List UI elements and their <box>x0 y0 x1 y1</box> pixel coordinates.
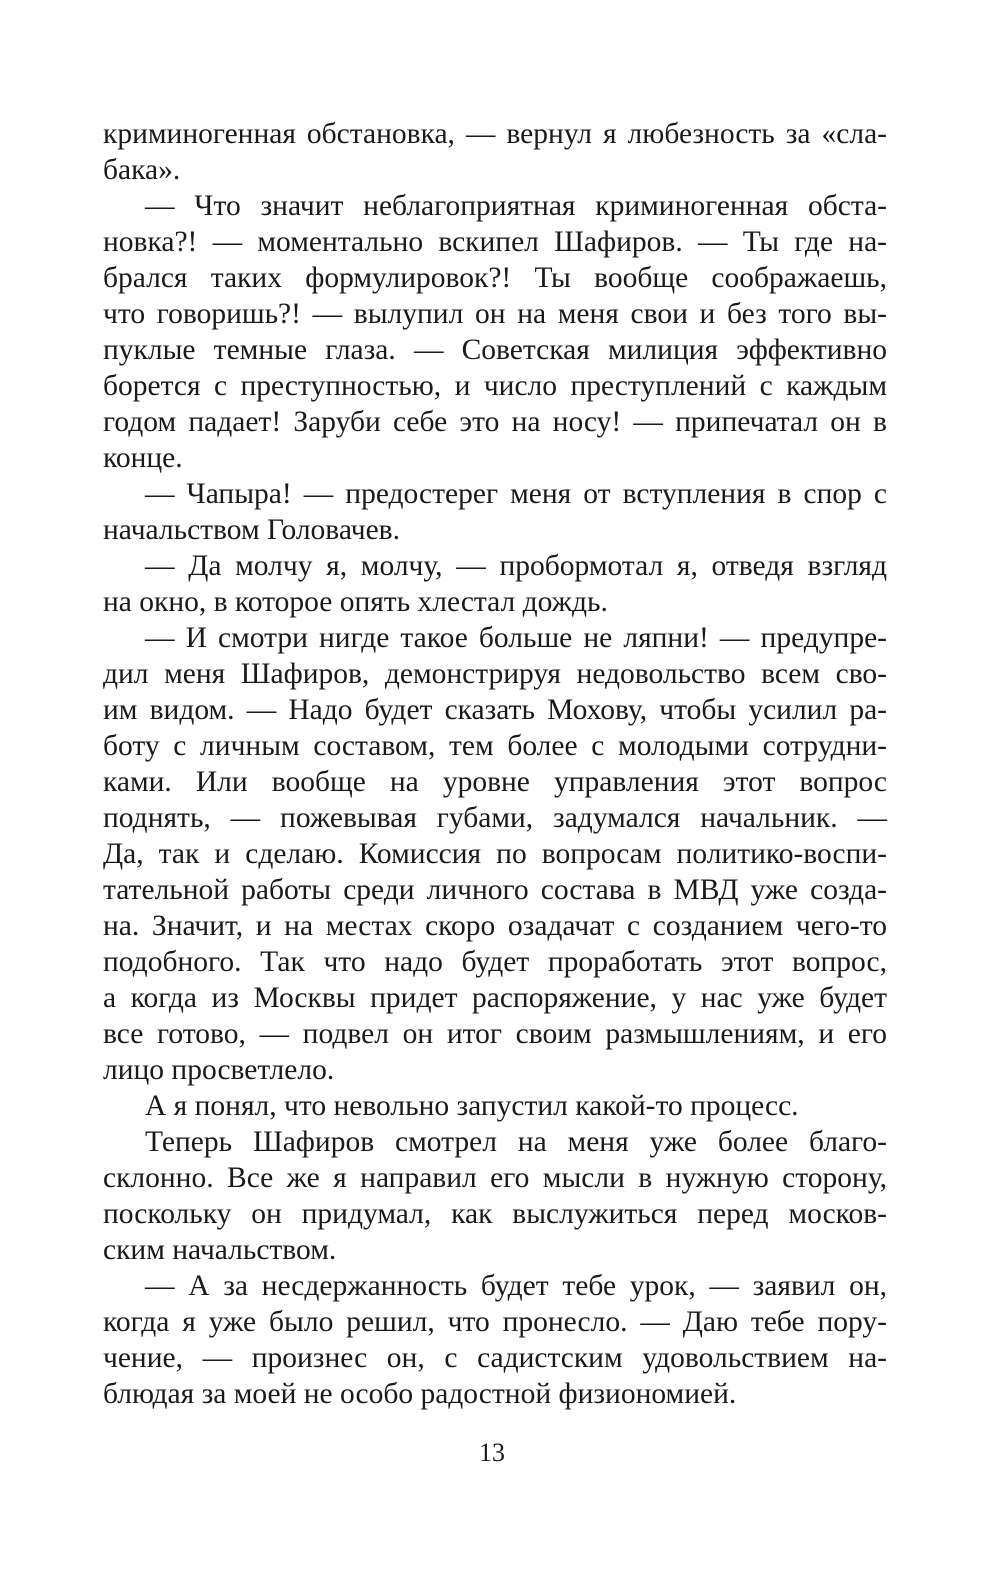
text-line: дил меня Шафиров, демонстрируя недовольство всем сво- <box>103 658 887 690</box>
text-line: а когда из Москвы придет распоряжение, у нас уже будет <box>103 982 887 1014</box>
text-line: — Что значит неблагоприятная криминогенная обста- <box>145 190 887 222</box>
text-line: А я понял, что невольно запустил какой-то процесс. <box>145 1090 799 1122</box>
text-line: — А за несдержанность будет тебе урок, — заявил он, <box>145 1270 887 1302</box>
text-line: на окно, в которое опять хлестал дождь. <box>103 586 608 618</box>
text-line: все готово, — подвел он итог своим размышлениям, и его <box>103 1018 887 1050</box>
text-line: — И смотри нигде такое больше не ляпни! — предупре- <box>145 622 887 654</box>
text-line: поскольку он придумал, как выслужиться перед москов- <box>103 1198 887 1230</box>
text-line: поднять, — пожевывая губами, задумался начальник. — <box>103 802 887 834</box>
text-line: конце. <box>103 442 183 474</box>
text-line: когда я уже было решил, что пронесло. — Даю тебе пору- <box>103 1306 887 1338</box>
page-number: 13 <box>479 1438 505 1467</box>
text-line: годом падает! Заруби себе это на носу! — припечатал он в <box>103 406 887 438</box>
text-line: — Да молчу я, молчу, — пробормотал я, отведя взгляд <box>145 550 887 582</box>
text-line: борется с преступностью, и число преступлений с каждым <box>103 370 887 402</box>
text-line: Теперь Шафиров смотрел на меня уже более благо- <box>145 1126 887 1158</box>
text-line: ками. Или вообще на уровне управления этот вопрос <box>103 766 887 798</box>
text-line: бака». <box>103 154 181 186</box>
text-line: пуклые темные глаза. — Советская милиция эффективно <box>103 334 887 366</box>
text-line: новка?! — моментально вскипел Шафиров. — Ты где на- <box>103 226 887 258</box>
text-line: чение, — произнес он, с садистским удовольствием на- <box>103 1342 887 1374</box>
text-line: тательной работы среди личного состава в МВД уже созда- <box>103 874 887 906</box>
text-line: подобного. Так что надо будет проработать этот вопрос, <box>103 946 887 978</box>
text-line: ским начальством. <box>103 1234 337 1266</box>
text-line: им видом. — Надо будет сказать Мохову, чтобы усилил ра- <box>103 694 887 726</box>
text-line: блюдая за моей не особо радостной физиономией. <box>103 1378 737 1410</box>
text-line: криминогенная обстановка, — вернул я любезность за «сла- <box>103 118 887 150</box>
body-text <box>103 116 887 1412</box>
text-line: склонно. Все же я направил его мысли в нужную сторону, <box>103 1162 887 1194</box>
text-line: боту с личным составом, тем более с молодыми сотрудни- <box>103 730 887 762</box>
text-line: — Чапыра! — предостерег меня от вступления в спор с <box>145 478 887 510</box>
text-line: брался таких формулировок?! Ты вообще соображаешь, <box>103 262 887 294</box>
text-line: на. Значит, и на местах скоро озадачат с созданием чего-то <box>103 910 887 942</box>
text-line: лицо просветлело. <box>103 1054 335 1086</box>
text-line: Да, так и сделаю. Комиссия по вопросам политико-воспи- <box>103 838 887 870</box>
text-line: что говоришь?! — вылупил он на меня свои и без того вы- <box>103 298 887 330</box>
text-line: начальством Головачев. <box>103 514 400 546</box>
